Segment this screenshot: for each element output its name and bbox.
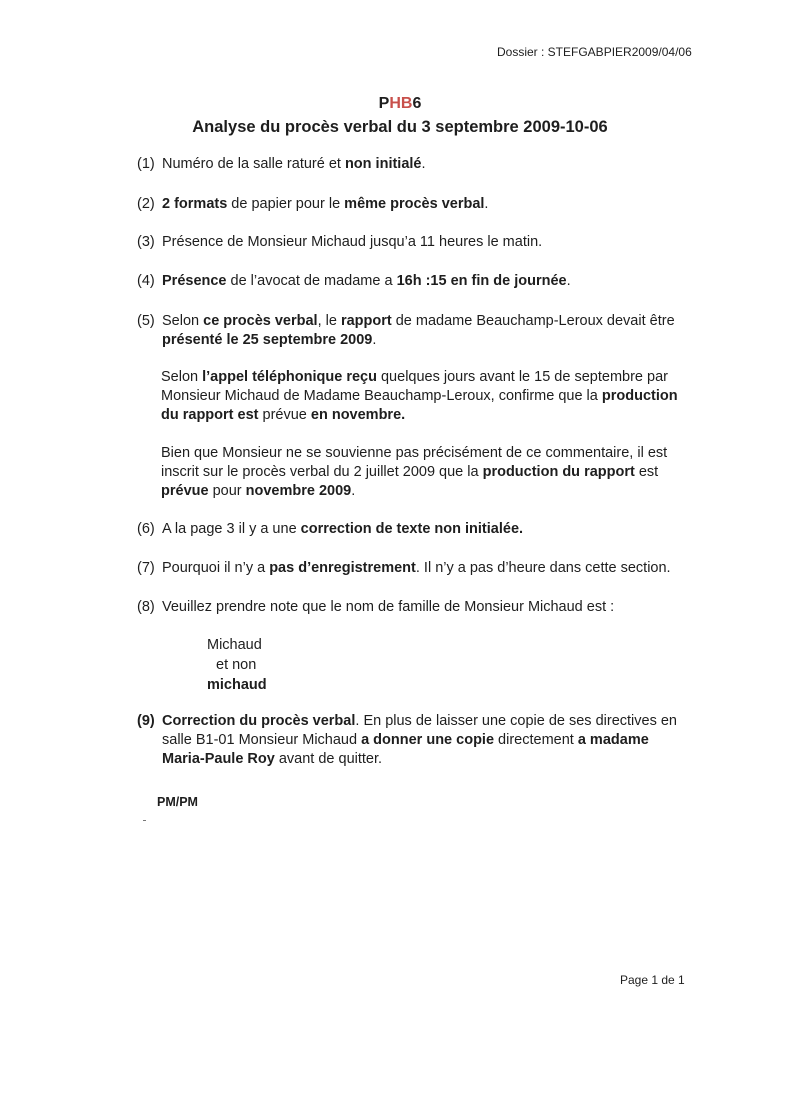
item-bold-text: en novembre. — [310, 407, 406, 423]
item-text: Veuillez prendre note que le nom de famille de Monsieur Michaud est : — [162, 599, 615, 615]
item-bold-text: production du rapport — [482, 464, 635, 480]
author-initials: PM/PM — [157, 795, 198, 809]
item-bold-text: 16h :15 en fin de journée — [396, 273, 567, 289]
item-text: avant de quitter. — [274, 751, 383, 767]
item-bold-text: même procès verbal — [344, 196, 485, 212]
item-text: Selon — [162, 313, 204, 329]
item-text: . — [421, 156, 426, 172]
item-bold-text: Présence — [162, 273, 227, 289]
item-bold-text: prévue — [161, 483, 209, 499]
item-text: Monsieur Michaud de Madame Beauchamp-Leroux, confirme que la — [161, 388, 602, 404]
item-text: A la page 3 il y a une — [162, 521, 301, 537]
dossier-reference: Dossier : STEFGABPIER2009/04/06 — [497, 45, 692, 59]
item-text: pour — [208, 483, 246, 499]
item-5-paragraph-2 — [161, 368, 681, 425]
surname-connector: et non — [216, 657, 257, 673]
item-5-line-1 — [137, 312, 697, 331]
item-number: (6) — [137, 521, 155, 537]
item-bold-text: production — [601, 388, 678, 404]
surname-correct: Michaud — [207, 637, 262, 653]
item-5-line-2 — [137, 331, 697, 350]
item-4 — [137, 272, 697, 291]
item-bold-text: a madame — [577, 732, 649, 748]
item-text: . — [566, 273, 571, 289]
item-bold-text: 2 formats — [162, 196, 228, 212]
item-2 — [137, 195, 697, 214]
item-text: Présence de Monsieur Michaud jusqu’a 11 heures le matin. — [162, 234, 543, 250]
item-5-paragraph-3 — [161, 444, 681, 501]
item-text: Pourquoi il n’y a — [162, 560, 270, 576]
item-text: inscrit sur le procès verbal du 2 juillet 2009 que la — [161, 464, 483, 480]
item-9 — [137, 712, 697, 769]
item-bold-text: l’appel téléphonique reçu — [202, 369, 377, 385]
item-number: (3) — [137, 234, 155, 250]
item-bold-text: michaud — [207, 677, 267, 693]
item-text: Selon — [161, 369, 203, 385]
item-text: Numéro de la salle raturé et — [162, 156, 345, 172]
item-7 — [137, 559, 697, 578]
item-9-line-3 — [137, 750, 697, 769]
paragraph-line — [161, 406, 681, 425]
item-text: de l’avocat de madame a — [226, 273, 397, 289]
item-text: de papier pour le — [227, 196, 345, 212]
item-bold-text: novembre 2009 — [245, 483, 352, 499]
item-bold-text: Maria-Paule Roy — [162, 751, 275, 767]
code-letters-hb: HB — [389, 95, 413, 112]
item-5 — [137, 312, 697, 350]
item-bold-text: du rapport est — [161, 407, 259, 423]
item-number: (7) — [137, 560, 155, 576]
item-text: prévue — [258, 407, 311, 423]
item-9-line-2 — [137, 731, 697, 750]
item-bold-text: pas d’enregistrement — [269, 560, 416, 576]
item-number: (1) — [137, 156, 155, 172]
paragraph-line: Bien que Monsieur ne se souvienne pas précisément de ce commentaire, il est — [161, 445, 668, 461]
item-text: salle B1-01 Monsieur Michaud — [162, 732, 362, 748]
scan-mark — [143, 820, 146, 821]
code-letter-p: P — [378, 95, 390, 112]
document-code — [0, 94, 800, 113]
item-text: est — [634, 464, 659, 480]
item-6 — [137, 520, 697, 539]
item-text: . Il n’y a pas d’heure dans cette section. — [415, 560, 671, 576]
item-text: . — [484, 196, 489, 212]
code-digit: 6 — [412, 95, 422, 112]
item-bold-text: a donner une copie — [361, 732, 495, 748]
page-number: Page 1 de 1 — [620, 973, 685, 987]
item-text: . — [351, 483, 356, 499]
paragraph-line — [161, 368, 681, 387]
item-text: . En plus de laisser une copie de ses directives en — [355, 713, 677, 729]
item-bold-text: rapport — [340, 313, 392, 329]
item-text: de madame Beauchamp-Leroux devait être — [391, 313, 675, 329]
item-text: quelques jours avant le 15 de septembre par — [376, 369, 668, 385]
document-title: Analyse du procès verbal du 3 septembre 2009-10-06 — [192, 118, 608, 136]
item-number: (5) — [137, 313, 155, 329]
item-number: (2) — [137, 196, 155, 212]
item-bold-text: ce procès verbal — [203, 313, 318, 329]
item-bold-text: correction de texte non initialée. — [300, 521, 524, 537]
item-3 — [137, 233, 697, 252]
item-8 — [137, 598, 697, 617]
item-text: directement — [494, 732, 578, 748]
item-bold-text: présenté le 25 septembre 2009 — [162, 332, 373, 348]
item-number: (9) — [137, 713, 155, 729]
item-number: (8) — [137, 599, 155, 615]
item-number: (4) — [137, 273, 155, 289]
surname-spelling — [207, 635, 267, 695]
item-1 — [137, 155, 697, 174]
item-text: , le — [317, 313, 341, 329]
item-9-line-1 — [137, 712, 697, 731]
item-text: . — [372, 332, 377, 348]
item-bold-text: Correction du procès verbal — [162, 713, 356, 729]
paragraph-line — [161, 482, 681, 501]
paragraph-line — [161, 387, 681, 406]
item-bold-text: non initialé — [344, 156, 422, 172]
surname-incorrect — [207, 675, 267, 695]
paragraph-line — [161, 463, 681, 482]
